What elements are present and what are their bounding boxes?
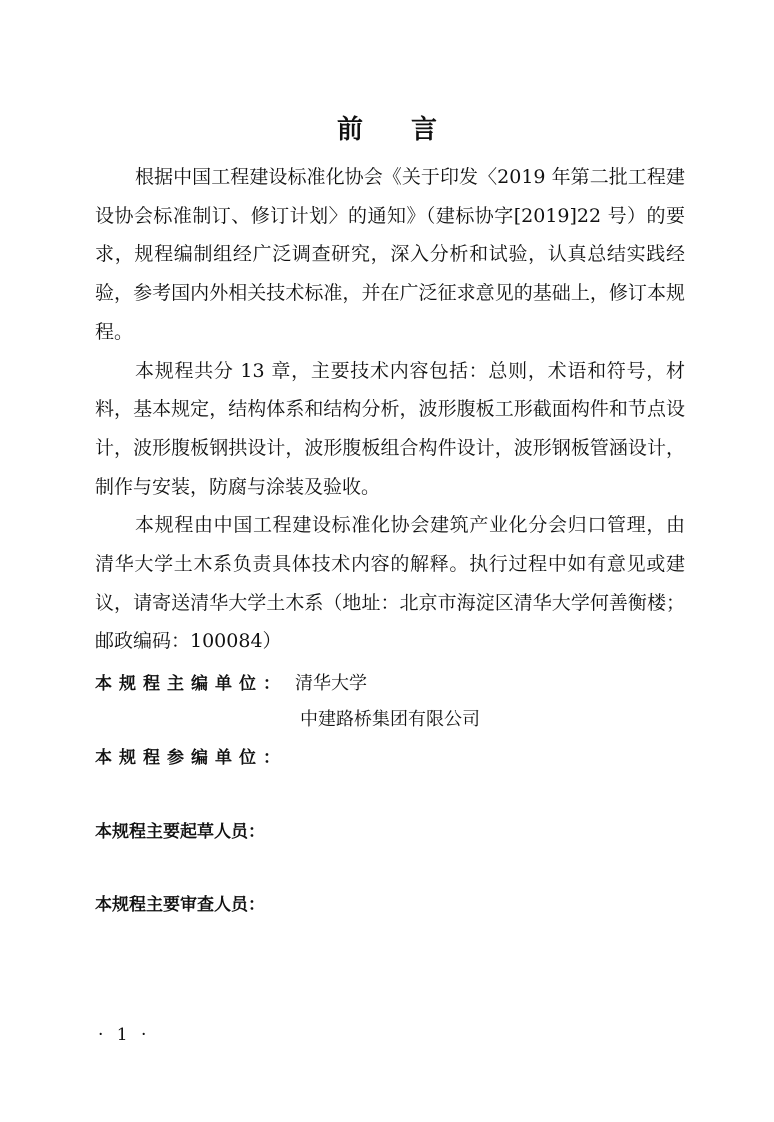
page-number: · 1 · — [98, 1025, 151, 1045]
chief-editor-row — [95, 666, 695, 702]
reviewers-row — [95, 887, 695, 923]
drafters-label: 本规程主要起草人员： — [95, 822, 265, 842]
chief-editor-unit-2: 中建路桥集团有限公司 — [300, 709, 480, 730]
reviewers-label: 本规程主要审查人员： — [95, 895, 265, 915]
credits-section — [95, 666, 695, 923]
preface-paragraph-3: 本规程由中国工程建设标准化协会建筑产业化分会归口管理，由清华大学土木系负责具体技术内容的解释。执行过程中如有意见或建议，请寄送清华大学土木系（地址：北京市海淀区清华大学何善衡楼；邮政编码：100084） — [95, 514, 685, 653]
preface-paragraph-1: 根据中国工程建设标准化协会《关于印发〈2019 年第二批工程建设协会标准制订、修订计划〉的通知》（建标协字[2019]22 号）的要求，规程编制组经广泛调查研究，深入分析和试验，认真总结实践经验，参考国内外相关技术标准，并在广泛征求意见的基础上，修订本规程。 — [95, 166, 685, 343]
chief-editor-label: 本规程主编单位： — [95, 674, 287, 694]
participating-label: 本规程参编单位： — [95, 748, 287, 768]
preface-body — [95, 158, 685, 661]
page-title: 前言 — [336, 115, 485, 145]
drafters-row — [95, 814, 695, 850]
chief-editor-unit-1: 清华大学 — [295, 673, 367, 694]
preface-paragraph-2: 本规程共分 13 章，主要技术内容包括：总则，术语和符号，材料，基本规定，结构体系和结构分析，波形腹板工形截面构件和节点设计，波形腹板钢拱设计，波形腹板组合构件设计，波形钢板管涵设计，制作与安装，防腐与涂装及验收。 — [95, 359, 685, 498]
chief-editor-unit-row — [95, 702, 695, 738]
participating-row — [95, 740, 695, 776]
